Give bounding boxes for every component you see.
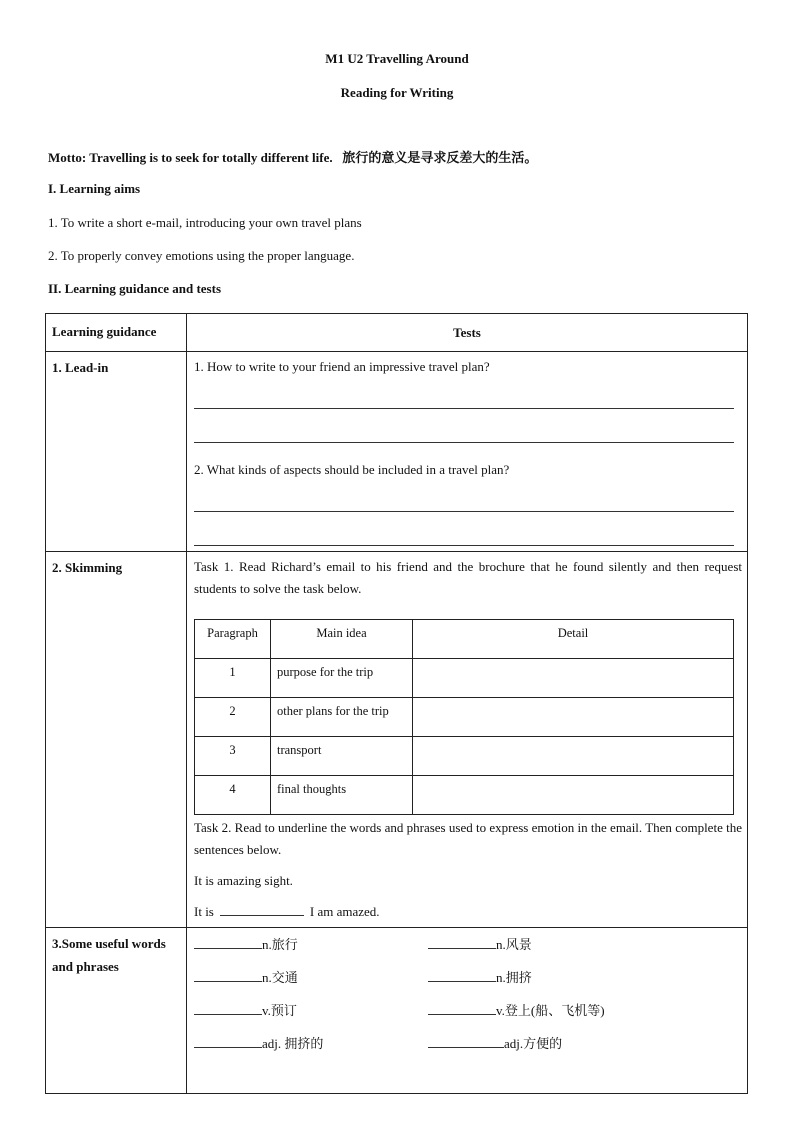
guidance-heading: II. Learning guidance and tests <box>48 281 221 296</box>
fill-blank[interactable] <box>194 936 262 949</box>
detail-cell[interactable] <box>413 776 734 815</box>
vocab-word: n.旅行 <box>262 937 298 952</box>
document-title: M1 U2 Travelling Around <box>325 51 469 66</box>
fill-blank[interactable] <box>428 936 496 949</box>
vocab-line <box>194 928 740 961</box>
leadin-label: 1. Lead-in <box>46 352 187 552</box>
table-row <box>195 698 734 737</box>
vocab-word: n.拥挤 <box>496 970 532 985</box>
leadin-row <box>46 352 748 552</box>
main-idea-cell: transport <box>271 737 413 776</box>
skimming-label: 2. Skimming <box>46 552 187 928</box>
table-row <box>195 776 734 815</box>
main-idea-cell: purpose for the trip <box>271 659 413 698</box>
detail-cell[interactable] <box>413 698 734 737</box>
motto-line <box>48 147 537 166</box>
col-right-header: Tests <box>187 314 748 352</box>
guidance-table <box>45 313 748 1094</box>
vocab-word: n.交通 <box>262 970 298 985</box>
paragraph-number: 2 <box>195 698 271 737</box>
motto-chinese: 旅行的意义是寻求反差大的生活。 <box>342 150 538 165</box>
paragraph-number: 4 <box>195 776 271 815</box>
header-detail: Detail <box>413 620 734 659</box>
table-row <box>195 737 734 776</box>
col-left-header: Learning guidance <box>46 314 187 352</box>
detail-cell[interactable] <box>413 659 734 698</box>
motto-label: Motto: <box>48 150 87 165</box>
paragraph-table <box>194 619 734 815</box>
vocab-word: adj.方便的 <box>504 1036 563 1051</box>
skimming-row <box>46 552 748 928</box>
header-main-idea: Main idea <box>271 620 413 659</box>
paragraph-number: 3 <box>195 737 271 776</box>
vocab-row <box>46 928 748 1094</box>
leadin-question-1: 1. How to write to your friend an impressive travel plan? <box>194 359 490 374</box>
task-2-text: Task 2. Read to underline the words and phrases used to express emotion in the email. Then complete the sentences below. <box>194 820 742 857</box>
fill-sentence-suffix: I am amazed. <box>309 904 380 919</box>
learning-aim-item: 2. To properly convey emotions using the proper language. <box>48 248 355 263</box>
learning-aims-heading: I. Learning aims <box>48 181 141 196</box>
vocab-word: v.登上(船、飞机等) <box>496 1003 605 1018</box>
detail-cell[interactable] <box>413 737 734 776</box>
vocab-label: 3.Some useful words and phrases <box>46 928 187 1094</box>
main-idea-cell: other plans for the trip <box>271 698 413 737</box>
vocab-line <box>194 1027 740 1060</box>
vocab-line <box>194 994 740 1027</box>
table-row <box>195 659 734 698</box>
fill-blank[interactable] <box>194 1002 262 1015</box>
fill-blank[interactable] <box>194 1035 262 1048</box>
paragraph-number: 1 <box>195 659 271 698</box>
leadin-question-2: 2. What kinds of aspects should be included in a travel plan? <box>194 462 510 477</box>
learning-aim-item: 1. To write a short e-mail, introducing your own travel plans <box>48 215 362 230</box>
fill-blank[interactable] <box>428 1002 496 1015</box>
vocab-word: adj. 拥挤的 <box>262 1036 324 1051</box>
motto-text: Travelling is to seek for totally different life. <box>89 150 333 165</box>
fill-sentence <box>194 901 740 923</box>
header-paragraph: Paragraph <box>195 620 271 659</box>
vocab-line <box>194 961 740 994</box>
paragraph-table-header <box>195 620 734 659</box>
document-subtitle: Reading for Writing <box>340 85 454 100</box>
vocab-word: v.预订 <box>262 1003 297 1018</box>
fill-sentence-prefix: It is <box>194 904 214 919</box>
fill-blank[interactable] <box>194 969 262 982</box>
task-1-text: Task 1. Read Richard’s email to his friend and the brochure that he found silently and then request students to solve the task below. <box>194 559 742 596</box>
table-header-row <box>46 314 748 352</box>
answer-line[interactable] <box>194 544 734 546</box>
example-sentence: It is amazing sight. <box>194 873 293 888</box>
fill-blank[interactable] <box>220 903 304 916</box>
main-idea-cell: final thoughts <box>271 776 413 815</box>
fill-blank[interactable] <box>428 1035 504 1048</box>
vocab-word: n.风景 <box>496 937 532 952</box>
fill-blank[interactable] <box>428 969 496 982</box>
